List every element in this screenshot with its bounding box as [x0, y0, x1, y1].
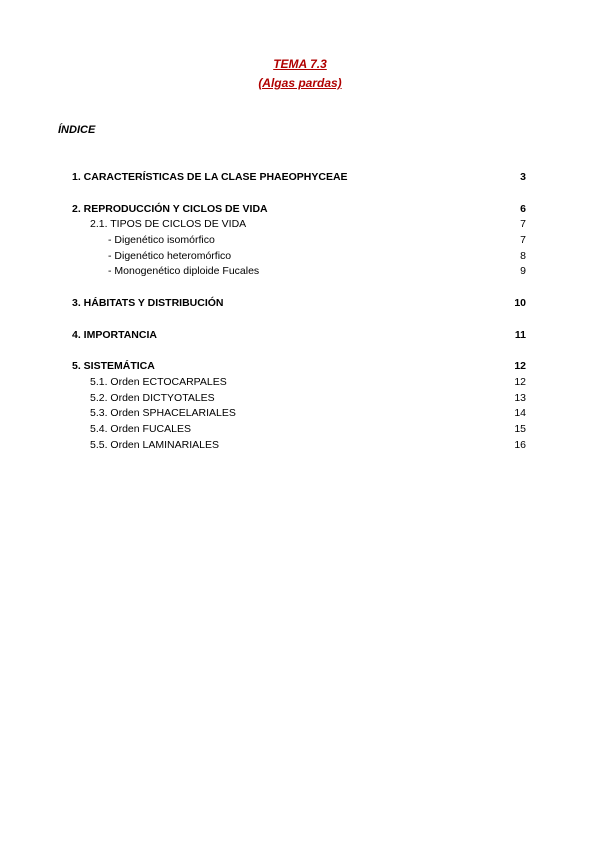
toc-entry-label: 5.5. Orden LAMINARIALES	[90, 439, 219, 451]
toc-entry-label: 5. SISTEMÁTICA	[72, 360, 155, 372]
document-subtitle: (Algas pardas)	[258, 76, 342, 90]
toc-entry-page: 9	[520, 265, 526, 277]
toc-entry-page: 13	[514, 392, 526, 404]
toc-entry-label: 2.1. TIPOS DE CICLOS DE VIDA	[90, 218, 247, 230]
toc-entry-label: 4. IMPORTANCIA	[72, 329, 157, 341]
toc-entry-page: 3	[520, 171, 526, 183]
toc-entry-label: - Digenético heteromórfico	[108, 250, 232, 262]
toc-entry-page: 7	[520, 218, 526, 230]
toc-entry-page: 12	[514, 376, 526, 388]
toc-entry-page: 10	[514, 297, 526, 309]
toc-entry-page: 12	[514, 360, 526, 372]
toc-entry-page: 7	[520, 234, 526, 246]
toc-entry-label: 5.2. Orden DICTYOTALES	[90, 392, 215, 404]
toc-entry-page: 15	[514, 423, 526, 435]
toc-entry-label: 1. CARACTERÍSTICAS DE LA CLASE PHAEOPHYCEAE	[72, 171, 348, 183]
toc-entry-page: 16	[514, 439, 526, 451]
toc-entry-page: 11	[514, 329, 526, 341]
toc-entry-page: 6	[520, 203, 526, 215]
index-heading: ÍNDICE	[58, 124, 96, 136]
toc-entry-label: - Digenético isomórfico	[108, 234, 215, 246]
toc-entry-label: 2. REPRODUCCIÓN Y CICLOS DE VIDA	[72, 203, 268, 215]
toc-entry-page: 14	[514, 407, 526, 419]
toc-entry-label: 5.1. Orden ECTOCARPALES	[90, 376, 227, 388]
toc-entry-label: 5.3. Orden SPHACELARIALES	[90, 407, 236, 419]
toc-entry-label: - Monogenético diploide Fucales	[108, 265, 260, 277]
toc-entry-label: 3. HÁBITATS Y DISTRIBUCIÓN	[72, 297, 224, 309]
toc-entry-page: 8	[520, 250, 526, 262]
document-title: TEMA 7.3	[273, 57, 327, 71]
toc-entry-label: 5.4. Orden FUCALES	[90, 423, 191, 435]
